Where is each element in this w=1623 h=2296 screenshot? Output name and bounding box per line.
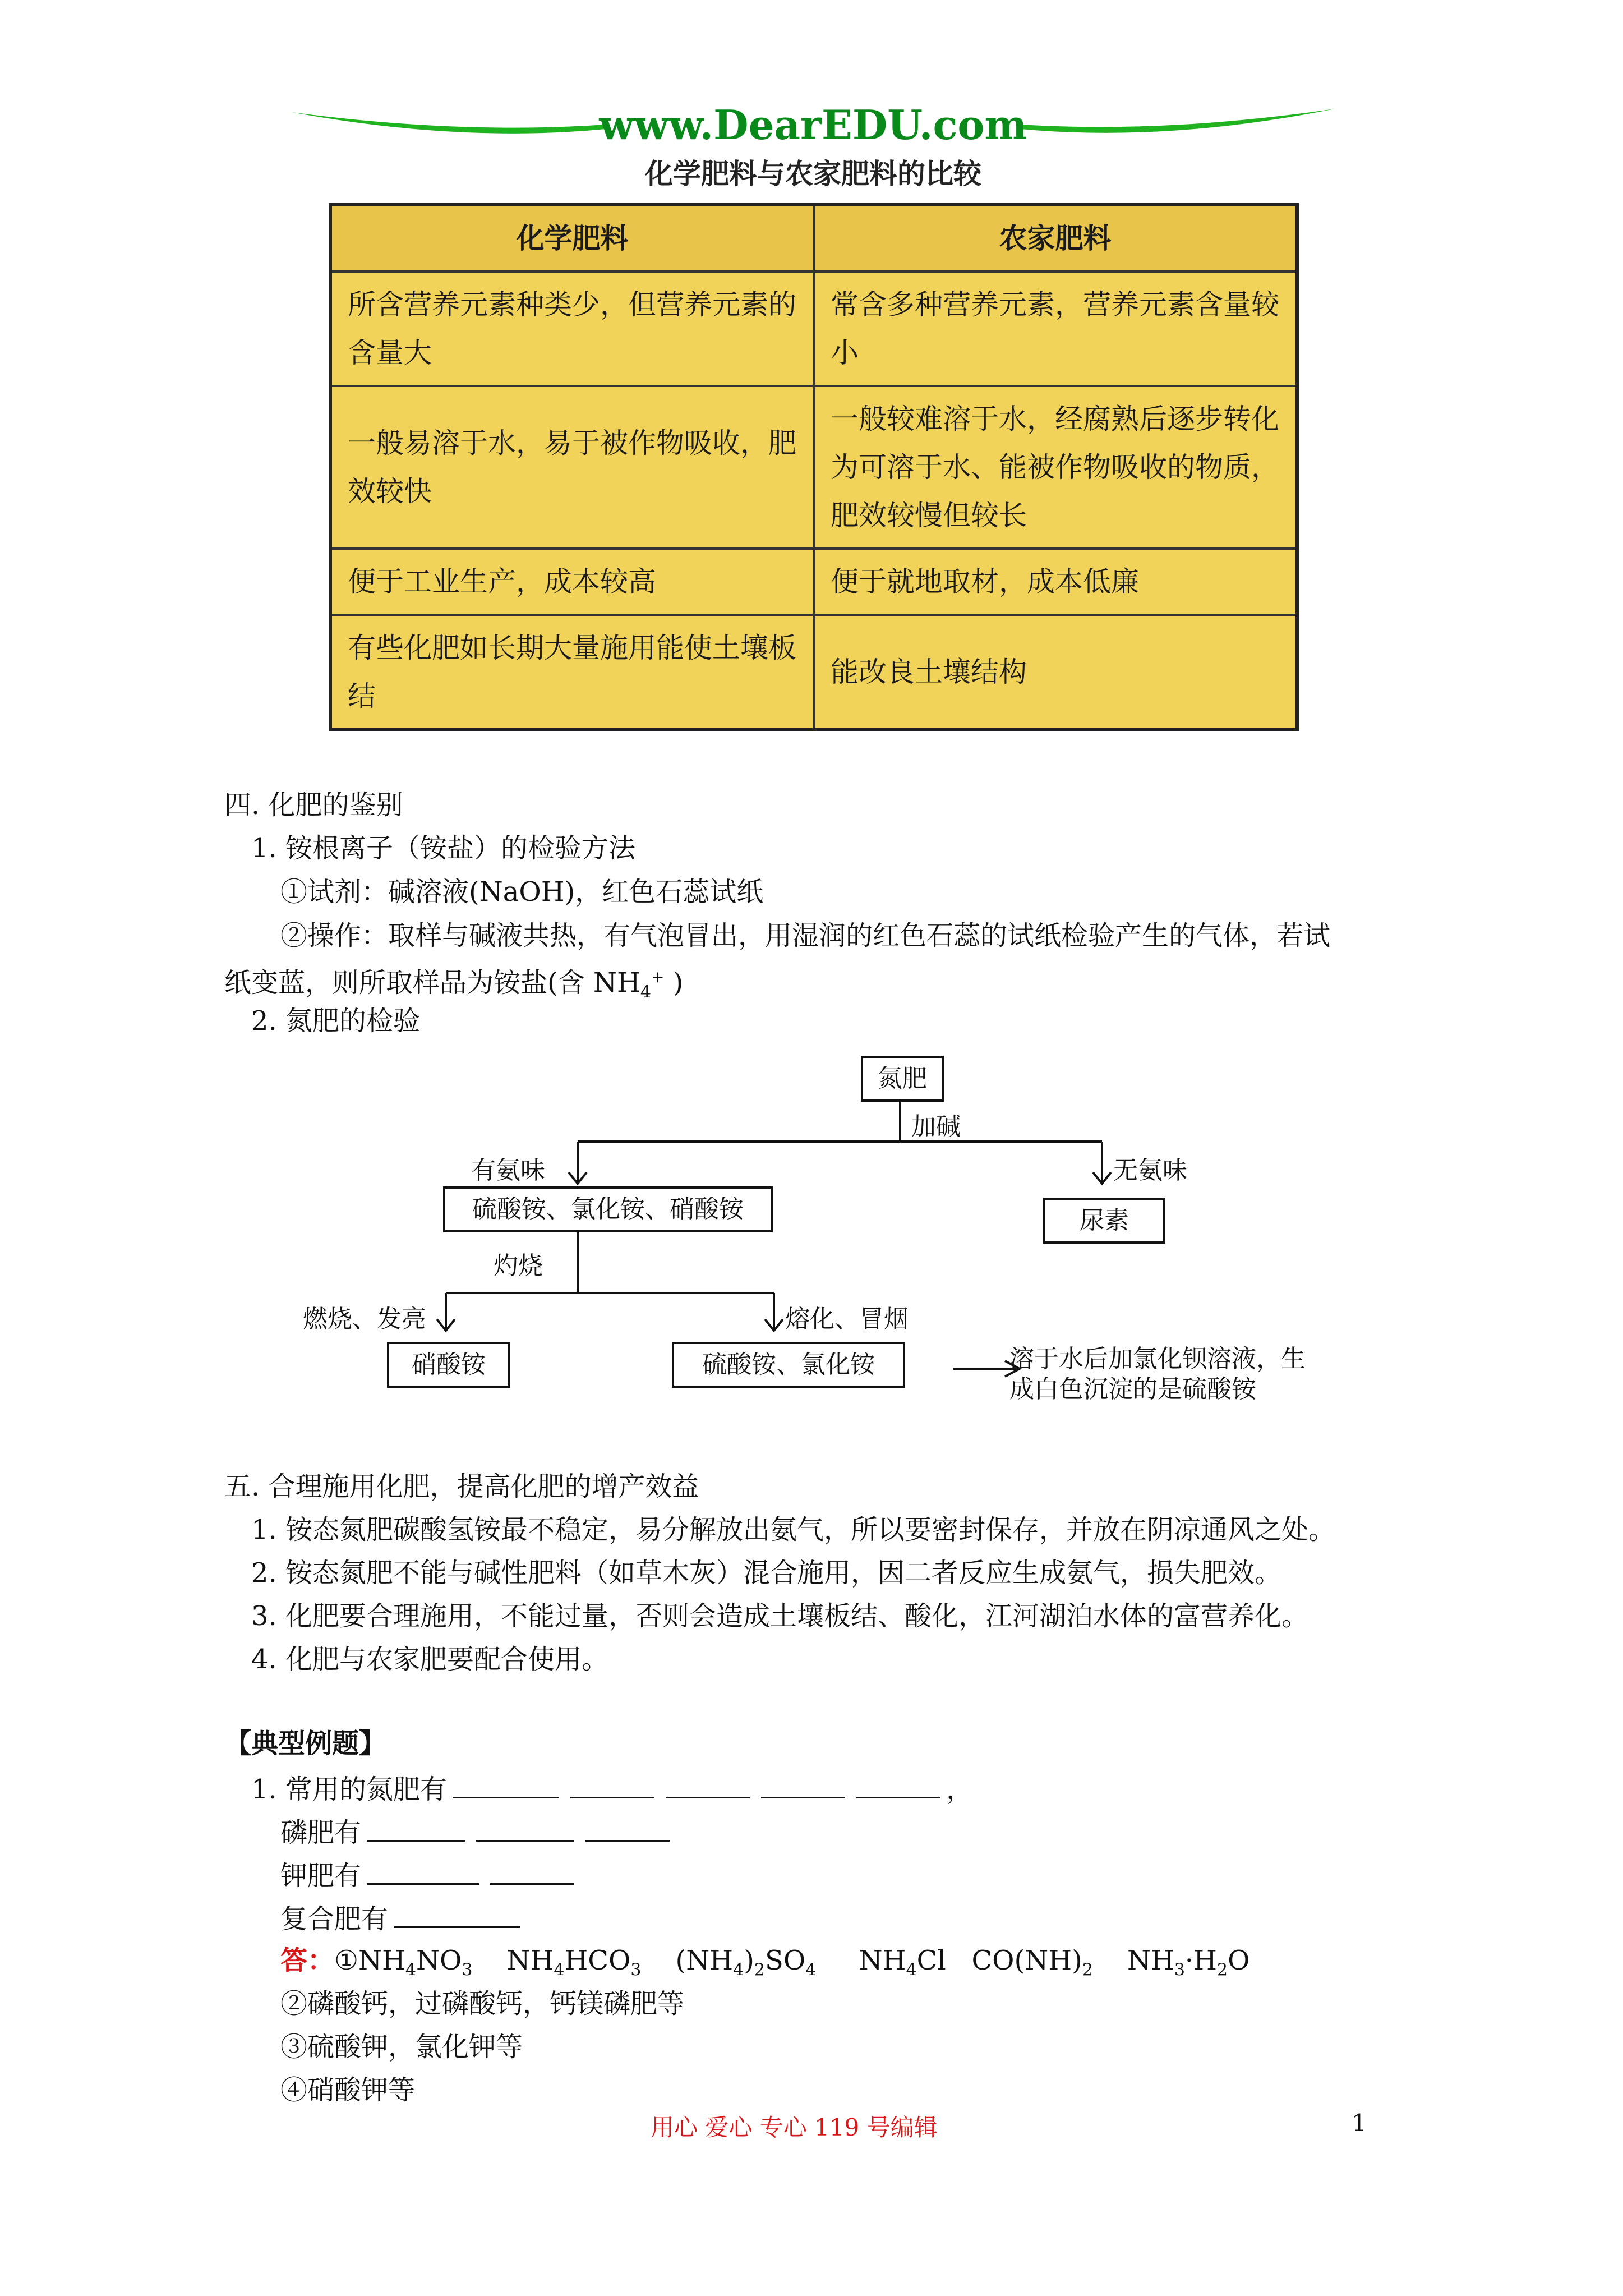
flow-note-line1: 溶于水后加氯化钡溶液，生	[1009, 1345, 1306, 1373]
section5-item: 4. 化肥与农家肥要配合使用。	[251, 1644, 609, 1675]
table-row	[330, 386, 1297, 549]
operation-line2-prefix: 纸变蓝，则所取样品为铵盐(含 NH	[224, 967, 640, 999]
table-cell: 有些化肥如长期大量施用能使土壤板结	[330, 615, 814, 730]
answer-line3: ③硫酸钾，氯化钾等	[280, 2031, 523, 2063]
operation-line2-suffix: )	[664, 967, 684, 999]
flow-start-box: 氮肥	[861, 1056, 944, 1102]
section4-item2: 2. 氮肥的检验	[251, 1005, 421, 1037]
table-cell: 能改良土壤结构	[814, 615, 1297, 730]
examples-heading: 【典型例题】	[224, 1728, 386, 1759]
section5-heading: 五. 合理施用化肥，提高化肥的增产效益	[224, 1471, 699, 1502]
page-number: 1	[1352, 2109, 1367, 2137]
question-potassium	[280, 1857, 580, 1893]
table-row	[330, 615, 1297, 730]
table-cell: 所含营养元素种类少，但营养元素的含量大	[330, 272, 814, 386]
flow-has-smell-label: 有氨味	[471, 1156, 545, 1185]
footer-text: 用心 爱心 专心 119 号编辑	[651, 2114, 938, 2141]
flow-note-line2: 成白色沉淀的是硫酸铵	[1009, 1375, 1256, 1404]
answer-blank[interactable]	[394, 1901, 520, 1928]
ammonium-subscript: 4	[640, 982, 651, 1002]
answer-prefix: ①	[334, 1945, 359, 1976]
question-compound	[280, 1901, 525, 1936]
section4-item1: 1. 铵根离子（铵盐）的检验方法	[251, 832, 636, 864]
flow-urea-box: 尿素	[1043, 1198, 1165, 1244]
section4-heading: 四. 化肥的鉴别	[224, 789, 403, 821]
flow-group-box: 硫酸铵、氯化铵、硝酸铵	[443, 1186, 773, 1232]
section5-item: 2. 铵态氮肥不能与碱性肥料（如草木灰）混合施用，因二者反应生成氨气，损失肥效。	[251, 1557, 1282, 1589]
site-logo-text: www.DearEDU.com	[599, 101, 1027, 149]
question-nitrogen-label: 1. 常用的氮肥有	[251, 1774, 448, 1805]
answer-blank[interactable]	[585, 1814, 670, 1842]
answer-blank[interactable]	[666, 1771, 750, 1798]
answer-blank[interactable]	[761, 1771, 845, 1798]
answer-blank[interactable]	[856, 1771, 940, 1798]
question-potassium-label: 钾肥有	[280, 1860, 362, 1892]
table-cell: 一般易溶于水，易于被作物吸收，肥效较快	[330, 386, 814, 549]
flow-nitrate-box: 硝酸铵	[387, 1342, 510, 1388]
table-row	[330, 549, 1297, 615]
section5-item: 1. 铵态氮肥碳酸氢铵最不稳定，易分解放出氨气，所以要密封保存，并放在阴凉通风之处。	[251, 1514, 1336, 1545]
answer-line1: 答：$①NH_4NO_3$ $NH_4HCO_3$ $(NH_4)_2SO_4$ $NH_4Cl$ $CO(NH)_2$ $NH_3\cdot H_2O$	[280, 1945, 1250, 1980]
table-title: 化学肥料与农家肥料的比较	[645, 158, 981, 190]
table-cell: 便于就地取材，成本低廉	[814, 549, 1297, 615]
answer-blank[interactable]	[570, 1771, 654, 1798]
flow-burn-bright-label: 燃烧、发亮	[303, 1305, 426, 1333]
flow-sulfate-chloride-box: 硫酸铵、氯化铵	[672, 1342, 905, 1388]
operation-line2	[224, 960, 683, 1010]
table-header-chemical: 化学肥料	[330, 205, 814, 272]
flow-burn-label: 灼烧	[494, 1251, 543, 1280]
table-header-farm: 农家肥料	[814, 205, 1297, 272]
answer-blank[interactable]	[490, 1857, 574, 1885]
flow-add-base-label: 加碱	[911, 1112, 961, 1141]
comparison-table	[329, 203, 1299, 731]
question-phosphorus-label: 磷肥有	[280, 1817, 362, 1848]
answer-blank[interactable]	[367, 1814, 465, 1842]
section5-item: 3. 化肥要合理施用，不能过量，否则会造成土壤板结、酸化，江河湖泊水体的富营养化。	[251, 1600, 1309, 1632]
question-compound-label: 复合肥有	[280, 1903, 389, 1935]
table-header-row	[330, 205, 1297, 272]
answer-blank[interactable]	[453, 1771, 559, 1798]
operation-line1: ②操作：取样与碱液共热，有气泡冒出，用湿润的红色石蕊的试纸检验产生的气体，若试	[280, 920, 1331, 951]
table-cell: 常含多种营养元素，营养元素含量较小	[814, 272, 1297, 386]
question-phosphorus	[280, 1814, 675, 1849]
answer-line2: ②磷酸钙，过磷酸钙，钙镁磷肥等	[280, 1988, 685, 2019]
table-cell: 便于工业生产，成本较高	[330, 549, 814, 615]
answer-line4: ④硝酸钾等	[280, 2074, 416, 2106]
header-banner	[292, 90, 1335, 157]
table-cell: 一般较难溶于水，经腐熟后逐步转化为可溶于水、能被作物吸收的物质，肥效较慢但较长	[814, 386, 1297, 549]
flow-no-smell-label: 无氨味	[1113, 1156, 1187, 1185]
answer-label: 答：	[280, 1945, 335, 1976]
ammonium-superscript: +	[651, 968, 665, 986]
answer-blank[interactable]	[476, 1814, 574, 1842]
question-nitrogen: 1. 常用的氮肥有 ，	[251, 1771, 973, 1806]
reagent-line: ①试剂：碱溶液(NaOH)，红色石蕊试纸	[280, 876, 764, 908]
table-row	[330, 272, 1297, 386]
flow-melt-smoke-label: 熔化、冒烟	[785, 1305, 909, 1333]
answer-blank[interactable]	[367, 1857, 479, 1885]
